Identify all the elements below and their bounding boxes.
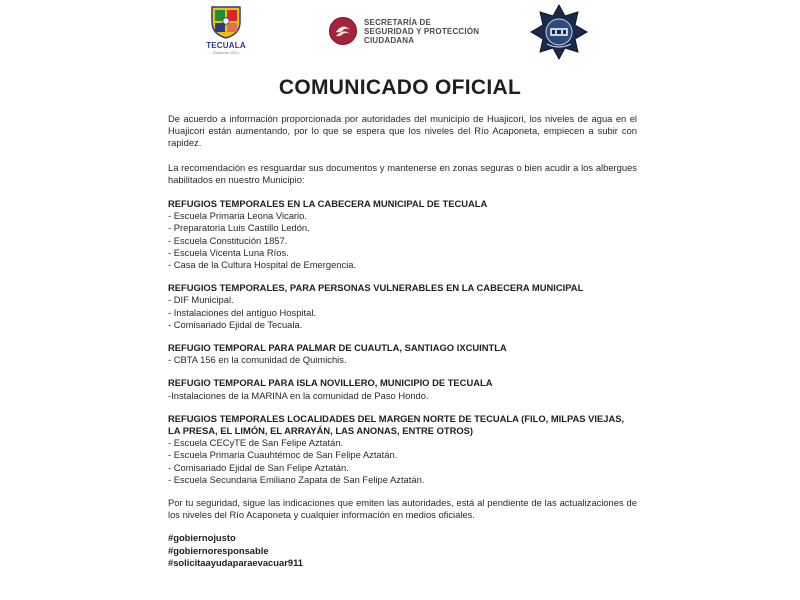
shelter-item: - CBTA 156 en la comunidad de Quimichis. (168, 354, 347, 366)
sspc-line-2: SEGURIDAD Y PROTECCIÓN (364, 26, 480, 36)
shelter-item: - Escuela Vicenta Luna Ríos. (168, 246, 289, 258)
shelter-item: - Escuela Primaria Cuauhtémoc de San Felipe Aztatán. (168, 449, 398, 461)
section-heading: REFUGIO TEMPORAL PARA ISLA NOVILLERO, MUNICIPIO DE TECUALA (168, 377, 493, 389)
shelter-item: - DIF Municipal. (168, 294, 234, 306)
shelter-item: - Comisariado Ejidal de San Felipe Aztatán. (168, 461, 349, 473)
section-heading: REFUGIO TEMPORAL PARA PALMAR DE CUAUTLA, SANTIAGO IXCUINTLA (168, 342, 507, 354)
tecuala-logo-name: TECUALA (206, 41, 246, 50)
police-star-badge-icon (530, 4, 588, 60)
shelter-section-3 (168, 342, 637, 366)
shelter-item: - Escuela CECyTE de San Felipe Aztatán. (168, 437, 344, 449)
sspc-line-1: SECRETARÍA DE (364, 17, 432, 27)
shelter-section-5 (168, 413, 637, 486)
tecuala-shield-logo-icon (208, 4, 244, 40)
shelter-section-1 (168, 198, 637, 271)
intro-paragraph: De acuerdo a información proporcionada por autoridades del municipio de Huajicori, los niveles de agua en el Huajicori están aumentando, por lo que se espera que los niveles del Río Acaponeta, empiecen a subir con rapidez. (168, 113, 637, 149)
sspc-line-3: CIUDADANA (364, 35, 415, 45)
tecuala-logo (202, 4, 250, 56)
shelter-item: - Casa de la Cultura Hospital de Emergencia. (168, 259, 357, 271)
shelter-item: - Escuela Primaria Leona Vicario. (168, 210, 307, 222)
section-heading: REFUGIOS TEMPORALES EN LA CABECERA MUNICIPAL DE TECUALA (168, 198, 488, 210)
hashtag: #gobiernojusto (168, 532, 236, 544)
section-heading: REFUGIOS TEMPORALES, PARA PERSONAS VULNERABLES EN LA CABECERA MUNICIPAL (168, 282, 584, 294)
page-title: COMUNICADO OFICIAL (278, 76, 522, 99)
shelter-item: - Comisariado Ejidal de Tecuala. (168, 318, 303, 330)
section-heading: REFUGIOS TEMPORALES LOCALIDADES DEL MARGEN NORTE DE TECUALA (FILO, MILPAS VIEJAS, LA PRESA, EL LIMÓN, EL ARRAYÁN, LAS ANONAS, ENTRE OTROS) (168, 412, 625, 437)
hashtag: #solicitaayudaparaevacuar911 (168, 556, 303, 568)
hashtag-list (168, 532, 637, 569)
closing-paragraph: Por tu seguridad, sigue las indicaciones que emiten las autoridades, está al pendiente de las actualizaciones de los niveles del Río Acaponeta y cualquier información en medios oficiales. (168, 497, 637, 521)
document-body (168, 113, 637, 569)
shelter-item: -Instalaciones de la MARINA en la comunidad de Paso Hondo. (168, 389, 429, 401)
shelter-section-2 (168, 282, 637, 331)
police-badge-logo (530, 4, 588, 60)
shelter-section-4 (168, 377, 637, 401)
sspc-logo (328, 14, 479, 48)
shelter-item: - Escuela Constitución 1857. (168, 234, 288, 246)
shelter-item: - Escuela Secundaria Emiliano Zapata de San Felipe Aztatán. (168, 473, 425, 485)
shelter-item: - Preparatoria Luis Castillo Ledón. (168, 222, 310, 234)
hashtag: #gobiernoresponsable (168, 544, 269, 556)
recommendation-paragraph: La recomendación es resguardar sus documentos y mantenerse en zonas seguras o bien acudir a los albergues habilitados en nuestro Municipio: (168, 161, 637, 185)
tecuala-logo-subtitle: Gobierno 2021 (212, 50, 240, 55)
sspc-logo-text (364, 18, 479, 45)
shelter-item: - Instalaciones del antiguo Hospital. (168, 306, 317, 318)
sspc-emblem-icon (328, 16, 358, 46)
